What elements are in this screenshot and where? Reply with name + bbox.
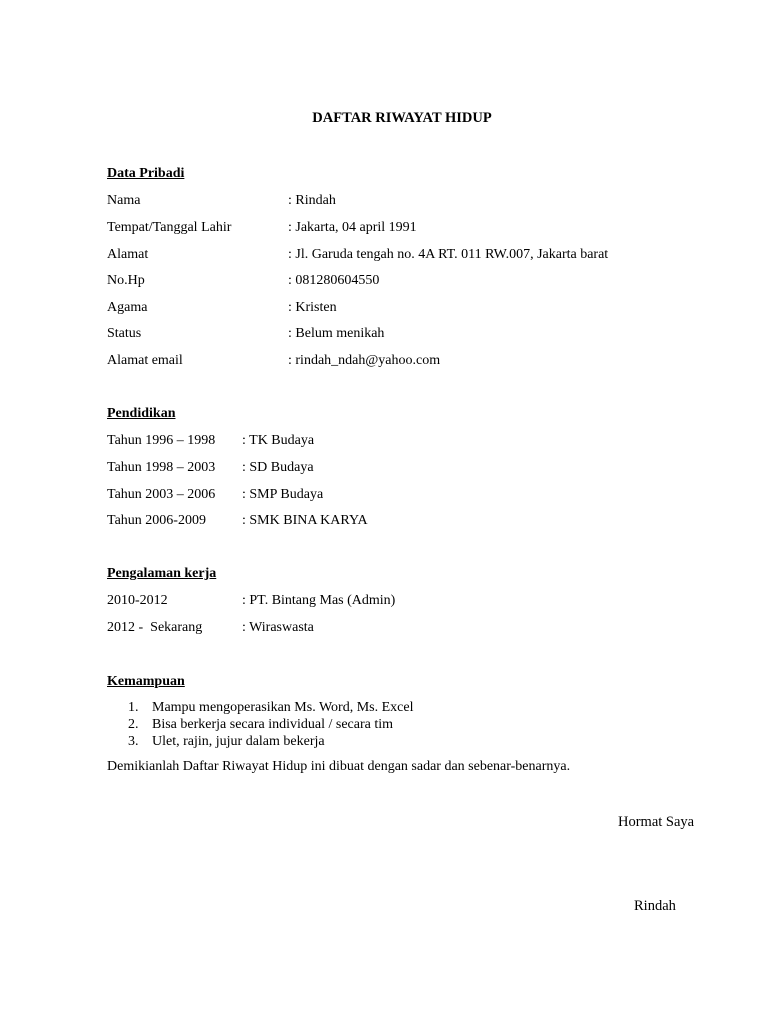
personal-row-label: Tempat/Tanggal Lahir bbox=[107, 220, 232, 235]
personal-row-label: No.Hp bbox=[107, 273, 145, 288]
personal-row-label: Alamat email bbox=[107, 353, 183, 368]
education-row-period: Tahun 1998 – 2003 bbox=[107, 460, 216, 475]
section-heading-personal: Data Pribadi bbox=[107, 166, 185, 181]
document-title: DAFTAR RIWAYAT HIDUP bbox=[312, 110, 492, 126]
list-item-number: 1. bbox=[128, 700, 139, 715]
list-item-text: Ulet, rajin, jujur dalam bekerja bbox=[152, 734, 325, 749]
list-item bbox=[128, 733, 413, 750]
education-row-period: Tahun 2003 – 2006 bbox=[107, 487, 216, 502]
list-item bbox=[128, 716, 413, 733]
education-row-school: : SD Budaya bbox=[242, 460, 314, 475]
list-item-number: 2. bbox=[128, 717, 139, 732]
education-row-period: Tahun 2006-2009 bbox=[107, 513, 206, 528]
signature-greeting: Hormat Saya bbox=[618, 814, 695, 830]
personal-row-label: Nama bbox=[107, 193, 141, 208]
personal-row-value: : Jakarta, 04 april 1991 bbox=[288, 220, 417, 235]
personal-row-value: : Jl. Garuda tengah no. 4A RT. 011 RW.007, Jakarta barat bbox=[288, 247, 609, 262]
list-item bbox=[128, 699, 413, 716]
personal-row-value: : 081280604550 bbox=[288, 273, 380, 288]
section-heading-education: Pendidikan bbox=[107, 406, 176, 421]
personal-row-label: Status bbox=[107, 326, 142, 341]
personal-row-label: Alamat bbox=[107, 247, 149, 262]
experience-row-period: 2012 - Sekarang bbox=[107, 620, 203, 635]
skills-list bbox=[128, 699, 413, 750]
experience-row-period: 2010-2012 bbox=[107, 593, 168, 608]
list-item-number: 3. bbox=[128, 734, 139, 749]
closing-statement: Demikianlah Daftar Riwayat Hidup ini dibuat dengan sadar dan sebenar-benarnya. bbox=[107, 759, 571, 774]
education-row-period: Tahun 1996 – 1998 bbox=[107, 433, 216, 448]
signature-name: Rindah bbox=[634, 898, 676, 914]
personal-row-value: : rindah_ndah@yahoo.com bbox=[288, 353, 441, 368]
education-row-school: : TK Budaya bbox=[242, 433, 315, 448]
personal-row-label: Agama bbox=[107, 300, 148, 315]
experience-row-position: : PT. Bintang Mas (Admin) bbox=[242, 593, 396, 608]
personal-row-value: : Kristen bbox=[288, 300, 337, 315]
personal-row-value: : Rindah bbox=[288, 193, 336, 208]
list-item-text: Bisa berkerja secara individual / secara tim bbox=[152, 717, 394, 732]
personal-row-value: : Belum menikah bbox=[288, 326, 385, 341]
education-row-school: : SMK BINA KARYA bbox=[242, 513, 368, 528]
education-row-school: : SMP Budaya bbox=[242, 487, 324, 502]
list-item-text: Mampu mengoperasikan Ms. Word, Ms. Excel bbox=[152, 700, 414, 715]
section-heading-experience: Pengalaman kerja bbox=[107, 566, 217, 581]
section-heading-skills: Kemampuan bbox=[107, 674, 185, 689]
experience-row-position: : Wiraswasta bbox=[242, 620, 314, 635]
